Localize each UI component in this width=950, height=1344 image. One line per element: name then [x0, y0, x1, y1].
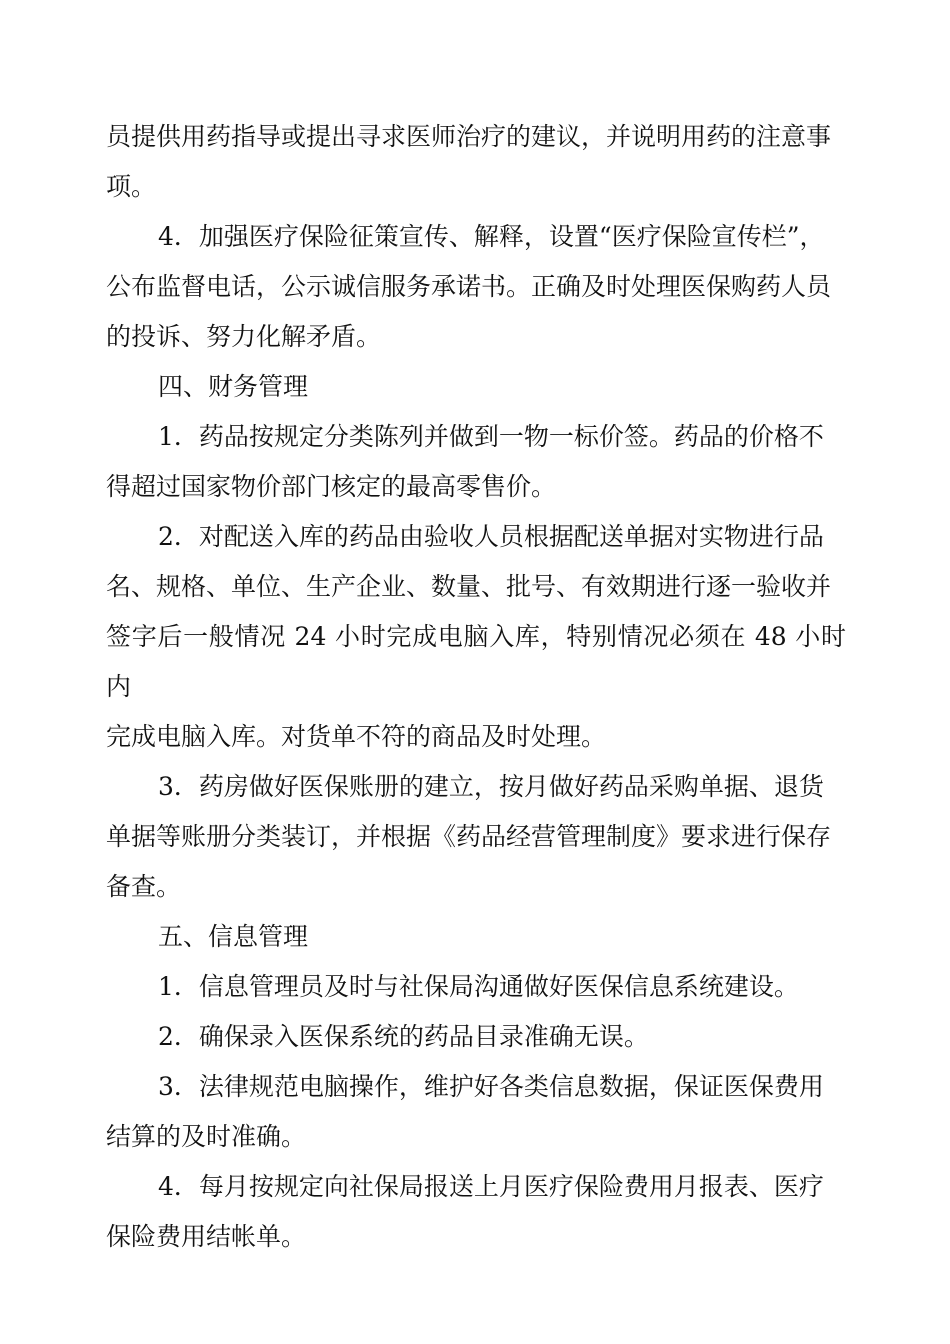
section-heading-finance: 四、财务管理 — [158, 372, 309, 401]
paragraph-finance-item-2: 2．对配送入库的药品由验收人员根据配送单据对实物进行品 名、规格、单位、生产企业、数量、批号、有效期进行逐一验收并 签字后一般情况 24 小时完成电脑入库，特别情况必须在 48 小时内 完成电脑入库。对货单不符的商品及时处理。 — [106, 522, 846, 751]
paragraph-finance-item-1: 1．药品按规定分类陈列并做到一物一标价签。药品的价格不 得超过国家物价部门核定的最高零售价。 — [106, 422, 824, 501]
paragraph-info-item-4: 4．每月按规定向社保局报送上月医疗保险费用月报表、医疗 保险费用结帐单。 — [106, 1172, 824, 1251]
paragraph-info-item-2: 2．确保录入医保系统的药品目录准确无误。 — [158, 1022, 649, 1051]
paragraph-item-4-publicity: 4．加强医疗保险征策宣传、解释，设置“医疗保险宣传栏”， 公布监督电话，公示诚信服务承诺书。正确及时处理医保购药人员 的投诉、努力化解矛盾。 — [106, 222, 832, 351]
paragraph-info-item-3: 3．法律规范电脑操作，维护好各类信息数据，保证医保费用 结算的及时准确。 — [106, 1072, 824, 1151]
paragraph-info-item-1: 1．信息管理员及时与社保局沟通做好医保信息系统建设。 — [158, 972, 799, 1001]
paragraph-finance-item-3: 3．药房做好医保账册的建立，按月做好药品采购单据、退货 单据等账册分类装订，并根据《药品经营管理制度》要求进行保存 备查。 — [106, 772, 832, 901]
section-heading-information: 五、信息管理 — [158, 922, 309, 951]
document-body — [106, 112, 846, 1262]
paragraph-continuation: 员提供用药指导或提出寻求医师治疗的建议，并说明用药的注意事 项。 — [106, 122, 832, 201]
